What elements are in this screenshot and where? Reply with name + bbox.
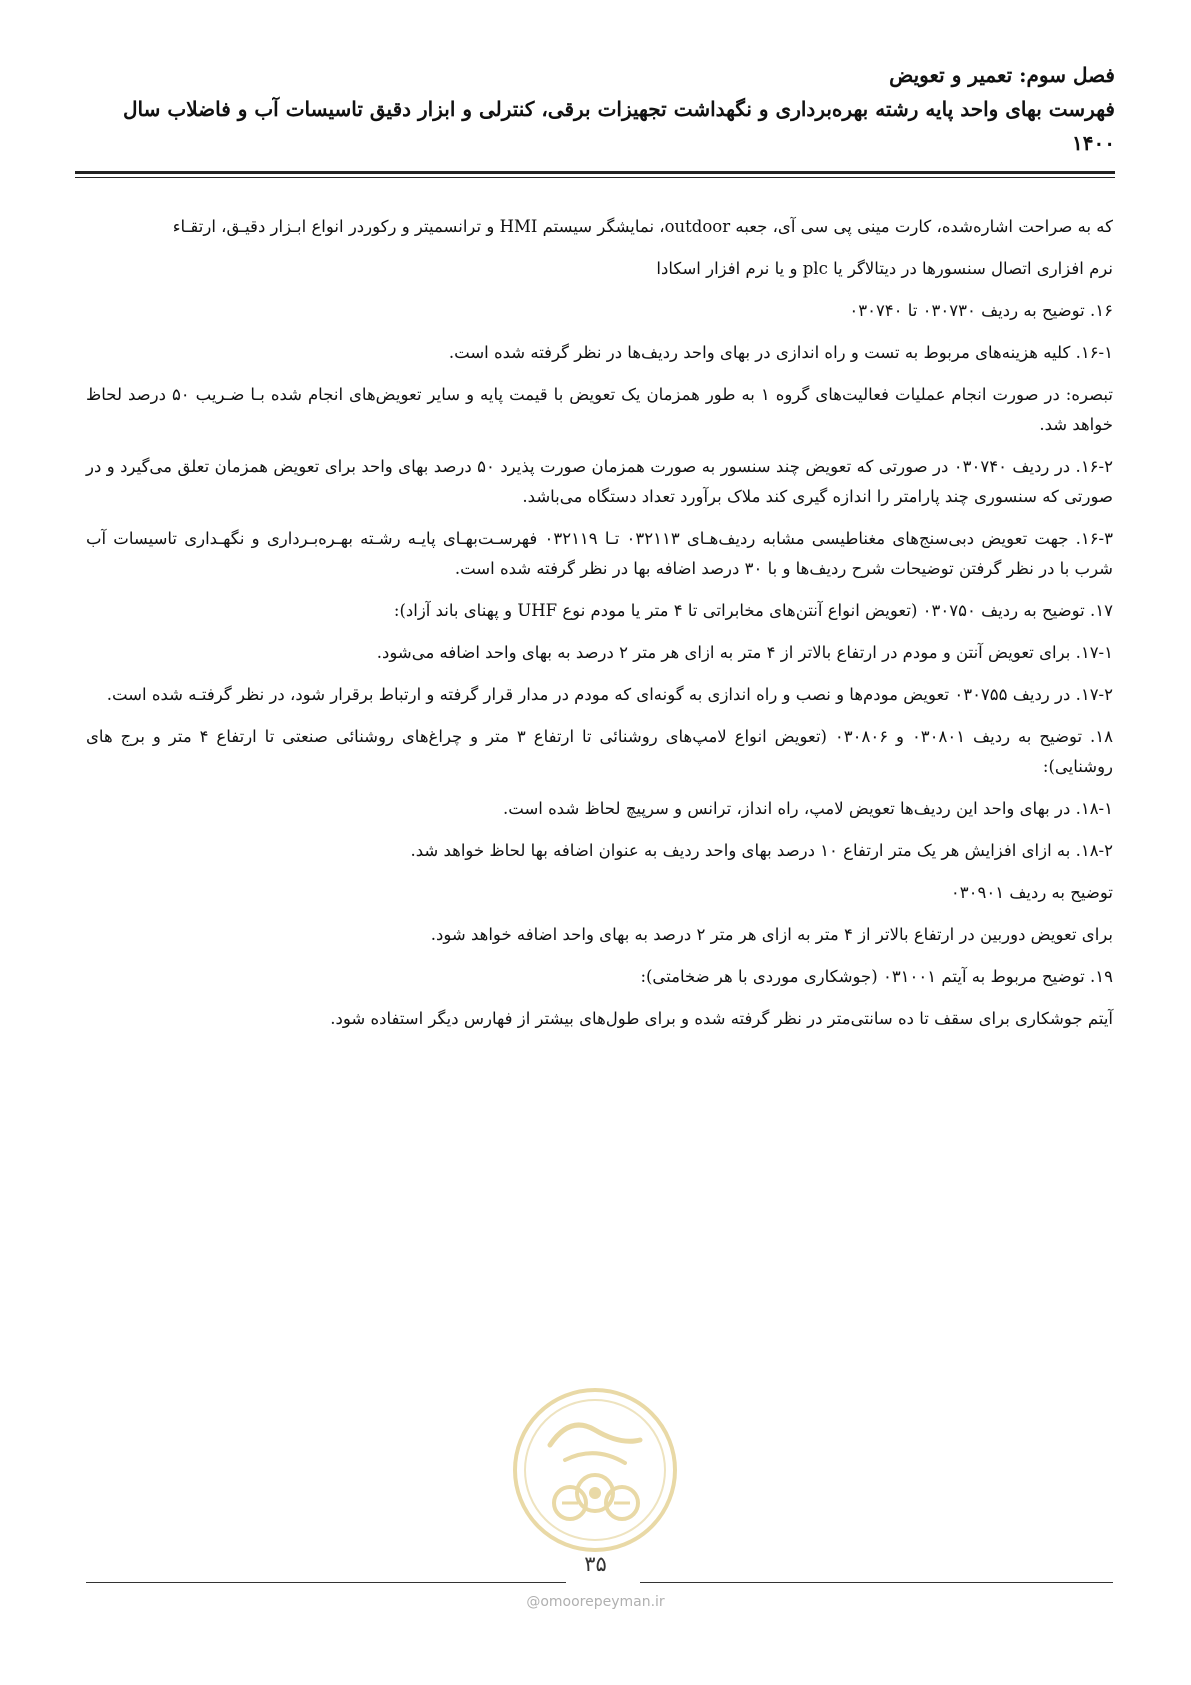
paragraph-hmi-upgrade: که به صراحت اشاره‌شده، کارت مینی پی سی آی، جعبه outdoor، نمایشگر سیستم HMI و ترانسمیتر و رکوردر انواع ابـزار دقیـق، ارتقـاء	[172, 217, 1113, 236]
paragraph-note-19: ۱۹. توضیح مربوط به آیتم ۰۳۱۰۰۱ (جوشکاری موردی با هر ضخامتی):	[640, 967, 1113, 986]
paragraph-note-16-1: ۱۶-۱. کلیه هزینه‌های مربوط به تست و راه اندازی در بهای واحد ردیف‌ها در نظر گرفته شده است.	[448, 343, 1113, 362]
paragraph-note-17-2: ۱۷-۲. در ردیف ۰۳۰۷۵۵ تعویض مودم‌ها و نصب و راه اندازی به گونه‌ای که مودم در مدار قرار گرفته و ارتباط برقرار شود، در نظر گرفتـه شده است.	[106, 685, 1113, 704]
paragraph-note-030901: توضیح به ردیف ۰۳۰۹۰۱	[950, 883, 1113, 902]
document-title-line-2: ۱۴۰۰	[1072, 131, 1115, 155]
stamp-logo-icon	[510, 1385, 680, 1555]
header-rule-thick	[75, 171, 1115, 174]
paragraph-note-16-3: ۱۶-۳. جهت تعویض دبی‌سنج‌های مغناطیسی مشابه ردیف‌هـای ۰۳۲۱۱۳ تـا ۰۳۲۱۱۹ فهرسـت‌بهـای پایـه رشـته بهـره‌بـرداری و نگهـداری تاسیسات آب شرب با در نظر گرفتن توضیحات شرح ردیف‌ها و با ۳۰ درصد اضافه بها در نظر گرفته شده است.	[86, 529, 1113, 578]
watermark-text: @omoorepeyman.ir	[526, 1594, 665, 1610]
footer-rule-right	[640, 1582, 1113, 1583]
document-title-line-1: فهرست بهای واحد پایه رشته بهره‌برداری و نگهداشت تجهیزات برقی، کنترلی و ابزار دقیق تاسیسات آب و فاضلاب سال	[123, 97, 1115, 121]
paragraph-note-16: ۱۶. توضیح به ردیف ۰۳۰۷۳۰ تا ۰۳۰۷۴۰	[849, 301, 1113, 320]
page-number: ۳۵	[584, 1552, 607, 1576]
paragraph-note-17-1: ۱۷-۱. برای تعویض آنتن و مودم در ارتفاع بالاتر از ۴ متر به ازای هر متر ۲ درصد به بهای واحد اضافه می‌شود.	[376, 643, 1113, 662]
paragraph-note-18-2: ۱۸-۲. به ازای افزایش هر یک متر ارتفاع ۱۰ درصد بهای واحد ردیف به عنوان اضافه بها لحاظ خواهد شد.	[410, 841, 1113, 860]
paragraph-note-18: ۱۸. توضیح به ردیف ۰۳۰۸۰۱ و ۰۳۰۸۰۶ (تعویض انواع لامپ‌های روشنائی تا ارتفاع ۳ متر و چراغ‌های روشنائی صنعتی تا ارتفاع ۴ متر و برج های روشنایی):	[86, 727, 1113, 776]
header-rule-thin	[75, 177, 1115, 178]
footer-rule-left	[86, 1582, 566, 1583]
document-body	[86, 206, 1113, 1040]
paragraph-note-17: ۱۷. توضیح به ردیف ۰۳۰۷۵۰ (تعویض انواع آنتن‌های مخابراتی تا ۴ متر یا مودم نوع UHF و پهنای باند آزاد):	[393, 601, 1113, 620]
paragraph-note-16-2: ۱۶-۲. در ردیف ۰۳۰۷۴۰ در صورتی که تعویض چند سنسور به صورت همزمان صورت پذیرد ۵۰ درصد بهای واحد برای تعویض همزمان تعلق می‌گیرد و در صورتی که سنسوری چند پارامتر را اندازه گیری کند ملاک برآورد تعداد دستگاه می‌باشد.	[86, 457, 1113, 506]
paragraph-note-18-1: ۱۸-۱. در بهای واحد این ردیف‌ها تعویض لامپ، راه انداز، ترانس و سرپیچ لحاظ شده است.	[503, 799, 1113, 818]
chapter-title: فصل سوم: تعمیر و تعویض	[889, 63, 1115, 87]
paragraph-welding-item: آیتم جوشکاری برای سقف تا ده سانتی‌متر در نظر گرفته شده و برای طول‌های بیشتر از فهارس دیگر استفاده شود.	[330, 1009, 1113, 1028]
paragraph-camera-replacement: برای تعویض دوربین در ارتفاع بالاتر از ۴ متر به ازای هر متر ۲ درصد به بهای واحد اضافه خواهد شود.	[430, 925, 1113, 944]
paragraph-software-upgrade: نرم افزاری اتصال سنسورها در دیتالاگر یا plc و یا نرم افزار اسکادا	[656, 259, 1113, 278]
page-header	[75, 58, 1115, 160]
paragraph-remark: تبصره: در صورت انجام عملیات فعالیت‌های گروه ۱ به طور همزمان یک تعویض با قیمت پایه و سایر تعویض‌های انجام شده بـا ضـریب ۵۰ درصد لحاظ خواهد شد.	[86, 385, 1113, 434]
